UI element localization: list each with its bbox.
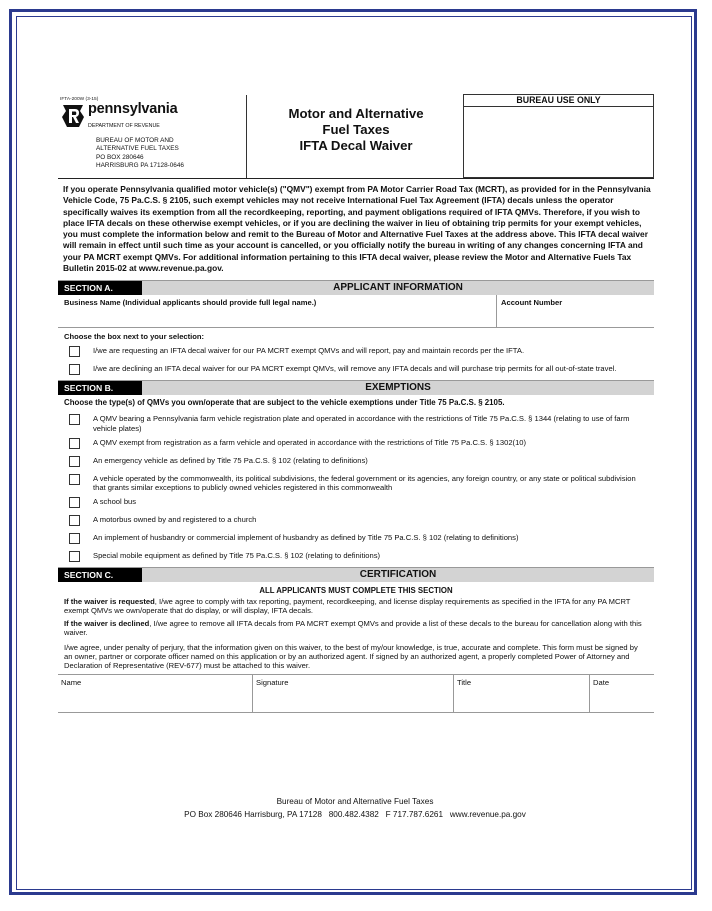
waiver-declined-lead: If the waiver is declined — [64, 618, 150, 628]
section-a-tag: SECTION A. — [58, 281, 142, 295]
name-label: Name — [61, 677, 82, 687]
account-number-field[interactable] — [496, 295, 562, 327]
waiver-decline-checkbox[interactable] — [69, 364, 80, 375]
option-text: A QMV bearing a Pennsylvania farm vehicle registration plate and operated in accordance with the restrictions of Title 75 Pa.C.S. § 1344 (relating to use of farm vehicle plates) — [93, 414, 630, 433]
option-text: An emergency vehicle as defined by Title 75 Pa.C.S. § 102 (relating to definitions) — [93, 455, 368, 465]
exemption-option — [58, 454, 654, 469]
name-field[interactable] — [58, 675, 252, 712]
exemptions-lead: Choose the type(s) of QMVs you own/operate that are subject to the vehicle exemptions under Title 75 Pa.C.S. § 2105. — [64, 398, 505, 408]
exemption-option — [58, 436, 654, 451]
exemption-option — [58, 495, 654, 510]
waiver-requested-lead: If the waiver is requested — [64, 597, 155, 607]
address-line: BUREAU OF MOTOR AND — [96, 137, 174, 144]
perjury-paragraph: I/we agree, under penalty of perjury, that the information given on this waiver, to the best of my/our knowledge, is true, accurate and complete. This form must be signed by an owner, partner or corporate officer named on this application or by an authorized agent. If signed by an authorized agent, a properly completed Power of Attorney and Declaration of Representative (REV-677) must be attached to this waiver. — [64, 643, 638, 671]
bureau-address — [96, 137, 184, 171]
form-title — [250, 106, 462, 154]
option-text: I/we are requesting an IFTA decal waiver for our PA MCRT exempt QMVs and will report, pay and maintain records per the IFTA. — [93, 346, 525, 356]
section-c-tag: SECTION C. — [58, 568, 142, 582]
footer-line-1: Bureau of Motor and Alternative Fuel Taxes — [276, 797, 434, 806]
address-line: HARRISBURG PA 17128-0646 — [96, 162, 184, 170]
keystone-logo-icon — [60, 103, 86, 129]
title-label: Title — [457, 677, 472, 687]
exemption-checkbox[interactable] — [69, 551, 80, 562]
choose-label: Choose the box next to your selection: — [64, 332, 205, 342]
address-line: ALTERNATIVE FUEL TAXES — [96, 145, 179, 153]
signature-field[interactable] — [252, 675, 453, 712]
exemption-option — [58, 513, 654, 528]
waiver-declined-text: , I/we agree to remove all IFTA decals from PA MCRT exempt QMVs and provide a list of these decals to the bureau for cancellation along with this waiver. — [64, 618, 642, 637]
account-number-label: Account Number — [501, 298, 563, 308]
option-text: A QMV exempt from registration as a farm vehicle and operated in accordance with the restrictions of Title 75 Pa.C.S. § 1302(10) — [93, 437, 527, 447]
exemption-checkbox[interactable] — [69, 533, 80, 544]
option-text: An implement of husbandry or commercial implement of husbandry as defined by Title 75 Pa.C.S. § 102 (relating to definitions) — [93, 533, 519, 543]
exemption-checkbox[interactable] — [69, 438, 80, 449]
date-field[interactable] — [589, 675, 654, 712]
logo-name: pennsylvania — [88, 101, 178, 117]
bureau-use-label: BUREAU USE ONLY — [464, 95, 653, 107]
header-rule — [58, 178, 654, 179]
business-name-field[interactable]: Business Name (Individual applicants should provide full legal name.) — [64, 298, 317, 308]
exemption-checkbox[interactable] — [69, 414, 80, 425]
form-header — [58, 93, 654, 178]
header-divider — [246, 95, 247, 178]
section-b-tag: SECTION B. — [58, 381, 142, 395]
signature-label: Signature — [256, 677, 289, 687]
exemption-checkbox[interactable] — [69, 515, 80, 526]
title-field[interactable] — [453, 675, 589, 712]
page-footer — [60, 795, 650, 821]
footer-line-2: PO Box 280646 Harrisburg, PA 17128 800.482.4382 F 717.787.6261 www.revenue.pa.gov — [184, 810, 526, 819]
section-c-title: CERTIFICATION — [359, 569, 437, 581]
title-line: IFTA Decal Waiver — [299, 138, 413, 153]
section-b-title: EXEMPTIONS — [365, 382, 431, 394]
waiver-requested-paragraph — [64, 597, 648, 615]
logo-dept: DEPARTMENT OF REVENUE — [88, 123, 160, 129]
exemption-option — [58, 531, 654, 546]
bureau-use-box — [463, 94, 654, 178]
option-text: I/we are declining an IFTA decal waiver for our PA MCRT exempt QMVs, will remove any IFTA decals and will purchase trip permits for all out-of-state travel. — [93, 364, 617, 374]
exemption-option — [58, 472, 654, 492]
exemption-checkbox[interactable] — [69, 474, 80, 485]
title-line: Fuel Taxes — [322, 122, 390, 137]
form-code: IFTA-200W (3-15) — [60, 97, 99, 102]
option-text: A vehicle operated by the commonwealth, its political subdivisions, the federal government or its agencies, any foreign country, or any state or political subdivision that grants similar exceptions to publicly owned vehicles registered in this commonwealth — [93, 473, 636, 492]
exemption-checkbox[interactable] — [69, 456, 80, 467]
intro-paragraph: If you operate Pennsylvania qualified motor vehicle(s) ("QMV") exempt from PA Motor Carrier Road Tax (MCRT), as provided for in the Pennsylvania Vehicle Code, 75 Pa.C.S. § 2105, such exempt vehicles may not receive International Fuel Tax Agreement (IFTA) decals unless the operator specifically waives its exemption from all the recordkeeping, reporting, and payment obligations required of IFTA QMVs. Therefore, if you wish to place IFTA decals on these otherwise exempt vehicles, or if you are declining the waiver in lieu of obtaining trip permits for your exempt vehicles, you must complete the information below and remit to the Bureau of Motor and Alternative Fuel Taxes at the address above. This IFTA decal waiver will remain in effect until such time as your account is cancelled, or you officially notify the bureau in writing of any changes concerning IFTA and your PA MCRT exempt QMVs. For additional information pertaining to this IFTA decal waiver, please review the Motor and Alternative Fuels Tax Bulletin 2015-02 at www.revenue.pa.gov. — [63, 184, 651, 274]
ifta-form — [58, 93, 654, 713]
date-label: Date — [593, 677, 610, 687]
section-c-bar — [58, 567, 654, 582]
address-line: PO BOX 280646 — [96, 153, 144, 161]
section-a-bar — [58, 280, 654, 295]
waiver-option — [58, 362, 654, 377]
applicant-fields — [58, 295, 654, 328]
waiver-requested-text: , I/we agree to comply with tax reporting, payment, recordkeeping, and license display requirements as specified in the IFTA for any PA MCRT exempt QMVs we own/operate that do display, or will display, IFTA decals. — [64, 597, 631, 616]
exemption-option — [58, 549, 654, 564]
exemption-checkbox[interactable] — [69, 497, 80, 508]
option-text: Special mobile equipment as defined by Title 75 Pa.C.S. § 102 (relating to definitions) — [93, 551, 381, 561]
exemption-option — [58, 412, 654, 432]
waiver-request-checkbox[interactable] — [69, 346, 80, 357]
waiver-option — [58, 344, 654, 359]
title-line: Motor and Alternative — [288, 106, 424, 121]
signature-row — [58, 674, 654, 713]
waiver-declined-paragraph — [64, 619, 648, 637]
section-b-bar — [58, 380, 654, 395]
option-text: A motorbus owned by and registered to a church — [93, 515, 257, 525]
option-text: A school bus — [93, 497, 137, 507]
certification-heading: ALL APPLICANTS MUST COMPLETE THIS SECTION — [259, 586, 453, 596]
section-a-title: APPLICANT INFORMATION — [333, 282, 463, 294]
